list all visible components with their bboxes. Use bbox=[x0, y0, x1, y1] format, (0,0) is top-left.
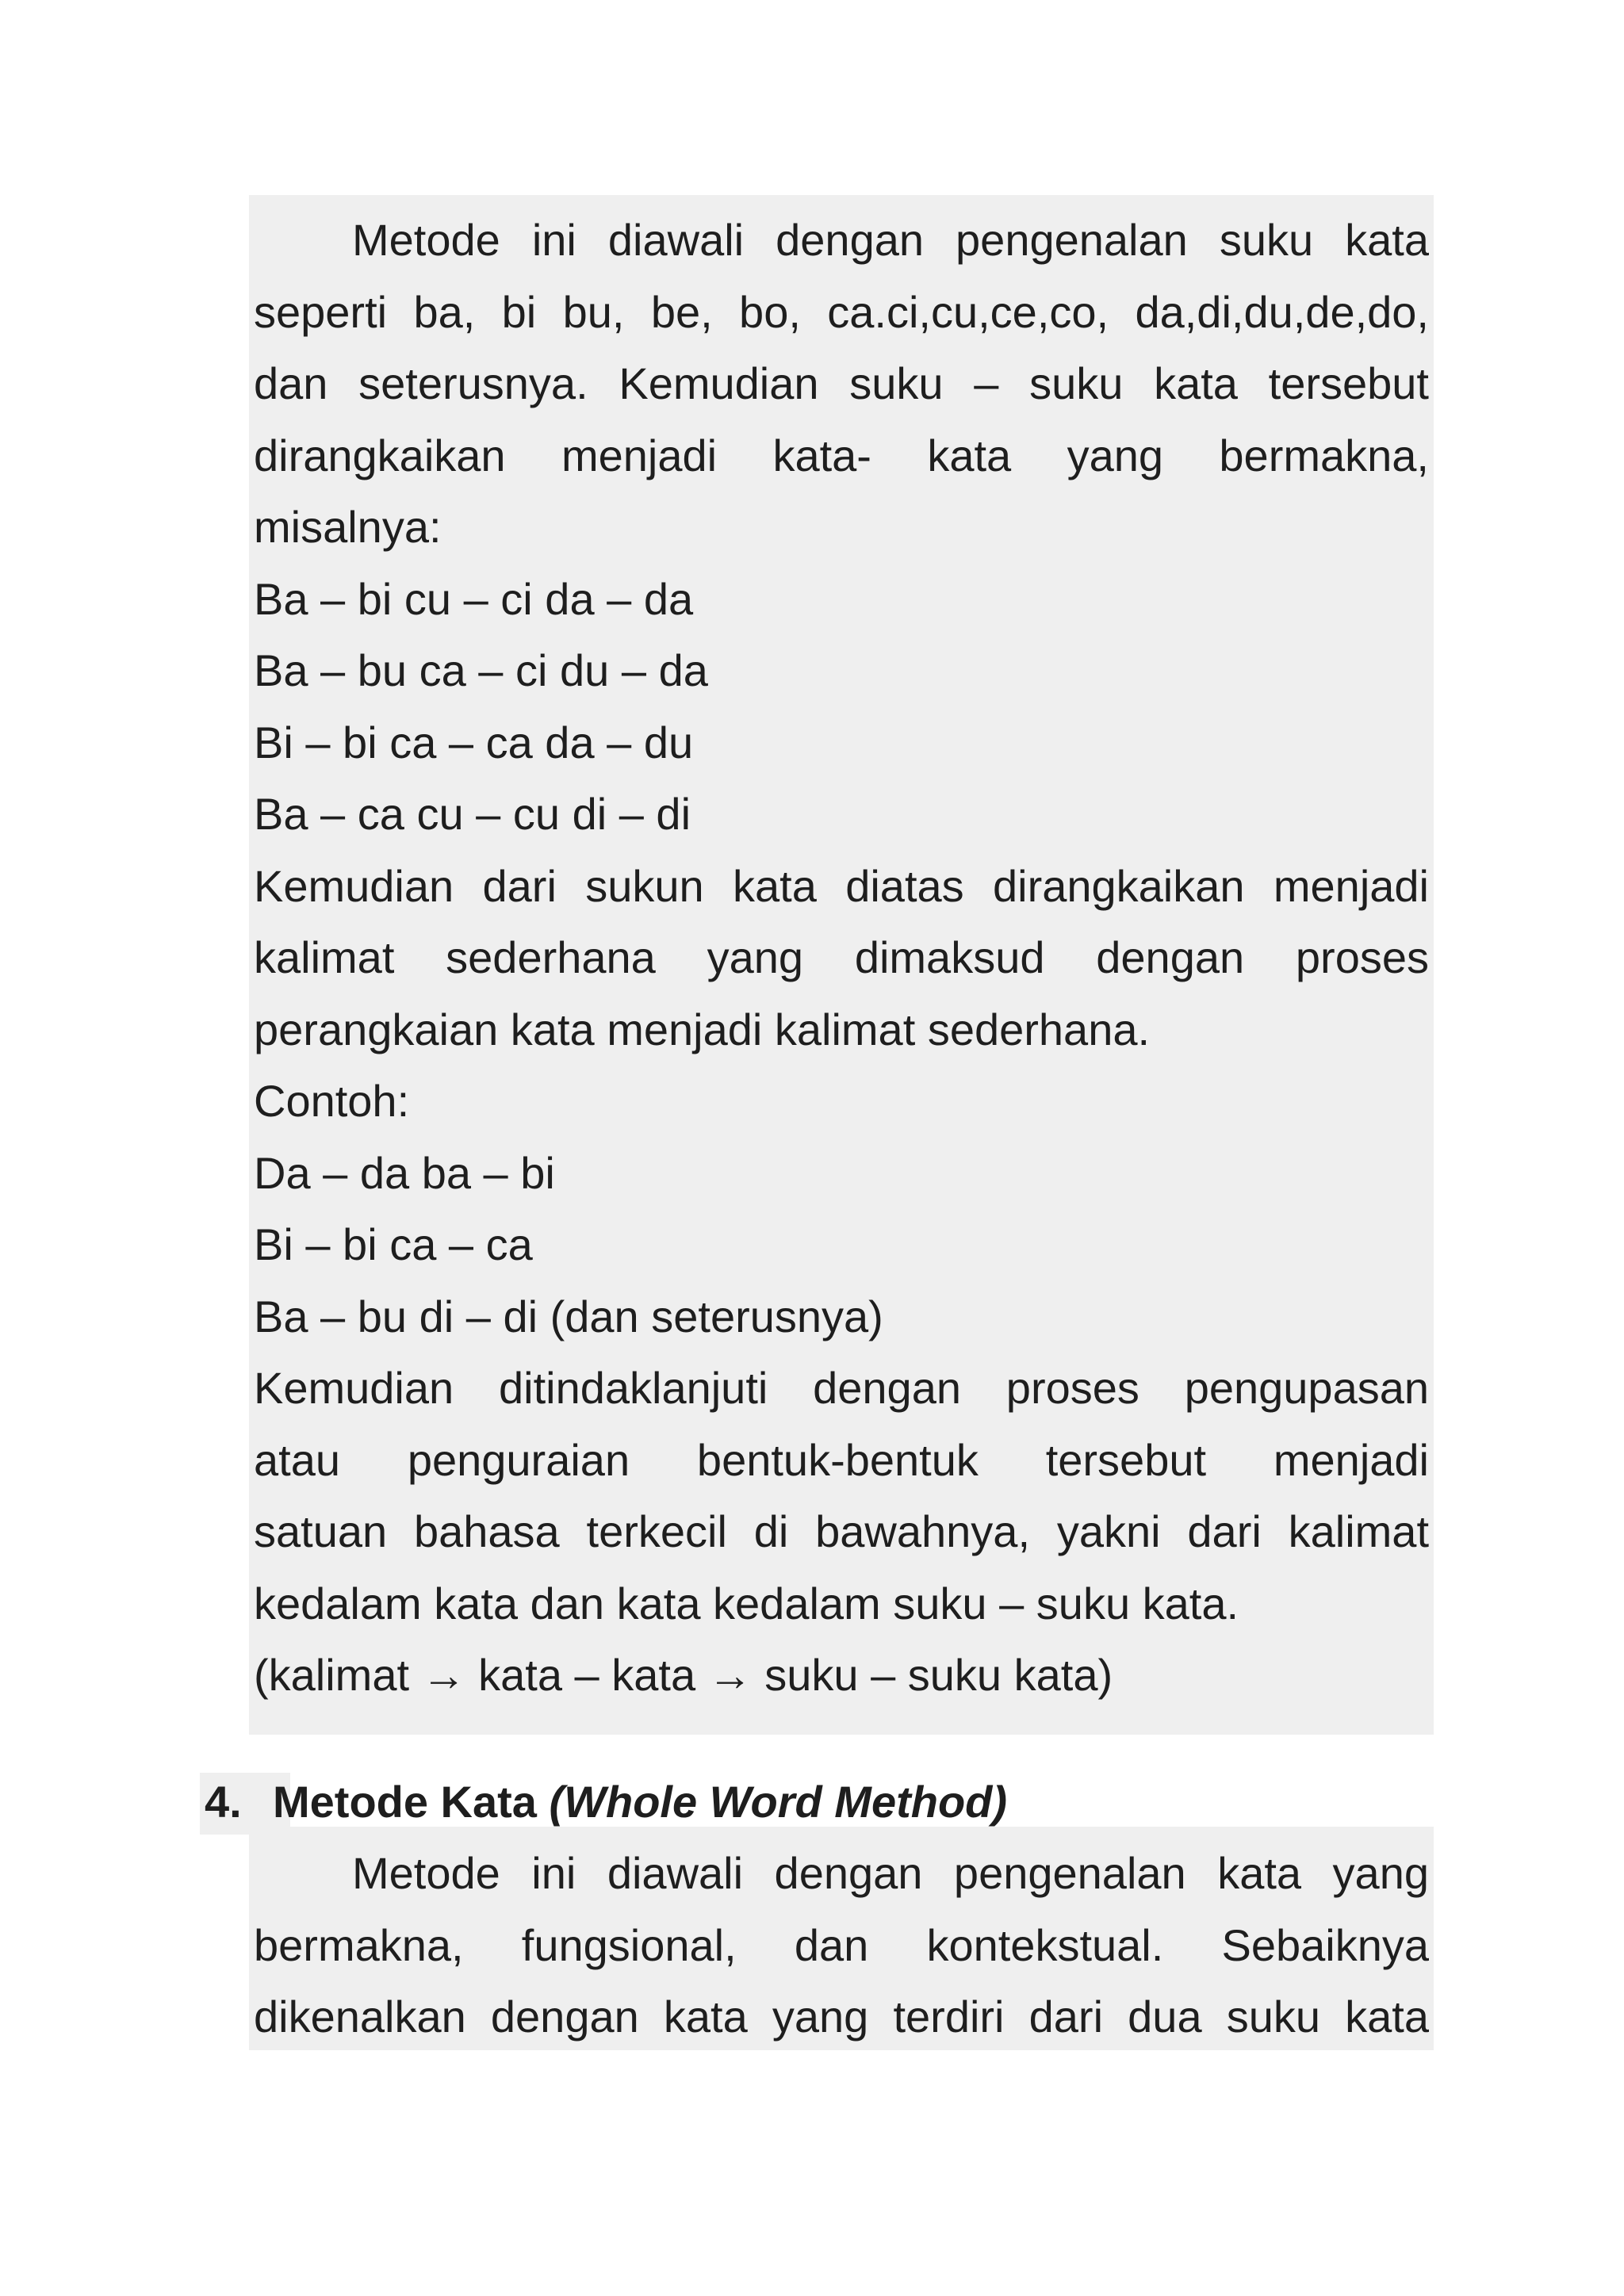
text-line: Metode ini diawali dengan pengenalan kata yang bbox=[352, 1848, 1429, 1898]
text-line: bermakna, fungsional, dan kontekstual. Sebaiknya bbox=[254, 1919, 1429, 1970]
section-heading bbox=[205, 1766, 1007, 1838]
paragraph-kalimat bbox=[254, 851, 1429, 1066]
text-line: atau penguraian bentuk-bentuk tersebut menjadi bbox=[254, 1434, 1429, 1485]
example-line: Ba – bi cu – ci da – da bbox=[254, 573, 694, 624]
section-number: 4. bbox=[205, 1777, 242, 1827]
text-line: dirangkaikan menjadi kata- kata yang bermakna, bbox=[254, 430, 1429, 480]
text-line: Metode ini diawali dengan pengenalan suku kata bbox=[352, 215, 1429, 265]
example-line: Da – da ba – bi bbox=[254, 1147, 555, 1198]
text-line: dikenalkan dengan kata yang terdiri dari dua suku kata bbox=[254, 1992, 1429, 2042]
example-line: Ba – bu ca – ci du – da bbox=[254, 645, 708, 695]
section-title-italic: (Whole Word Method) bbox=[549, 1777, 1007, 1827]
page-body bbox=[254, 205, 1429, 1712]
section-title: Metode Kata bbox=[273, 1777, 550, 1827]
text-line: dan seterusnya. Kemudian suku – suku kata tersebut bbox=[254, 358, 1429, 408]
text-line: kalimat sederhana yang dimaksud dengan proses bbox=[254, 932, 1429, 982]
text-line: Kemudian ditindaklanjuti dengan proses pengupasan bbox=[254, 1363, 1429, 1413]
text-line: perangkaian kata menjadi kalimat sederhana. bbox=[254, 1004, 1151, 1054]
text-line: seperti ba, bi bu, be, bo, ca.ci,cu,ce,co, da,di,du,de,do, bbox=[254, 286, 1429, 337]
text-line: satuan bahasa terkecil di bawahnya, yakni dari kalimat bbox=[254, 1506, 1429, 1556]
paragraph-suku-kata bbox=[254, 205, 1429, 564]
text-line: kedalam kata dan kata kedalam suku – suku kata. bbox=[254, 1578, 1239, 1628]
example-list-2 bbox=[254, 1138, 1429, 1353]
contoh-label: Contoh: bbox=[254, 1076, 410, 1126]
text-line: Kemudian dari sukun kata diatas dirangkaikan menjadi bbox=[254, 860, 1429, 911]
example-line: Ba – bu di – di (dan seterusnya) bbox=[254, 1291, 883, 1341]
paragraph-pengupasan bbox=[254, 1353, 1429, 1712]
text-line: (kalimat → kata – kata → suku – suku kata) bbox=[254, 1650, 1113, 1700]
example-list-1 bbox=[254, 564, 1429, 851]
example-line: Bi – bi ca – ca bbox=[254, 1219, 533, 1269]
example-line: Ba – ca cu – cu di – di bbox=[254, 789, 691, 839]
example-line: Bi – bi ca – ca da – du bbox=[254, 717, 694, 767]
section-body bbox=[254, 1838, 1429, 2053]
text-line: misalnya: bbox=[254, 502, 442, 552]
